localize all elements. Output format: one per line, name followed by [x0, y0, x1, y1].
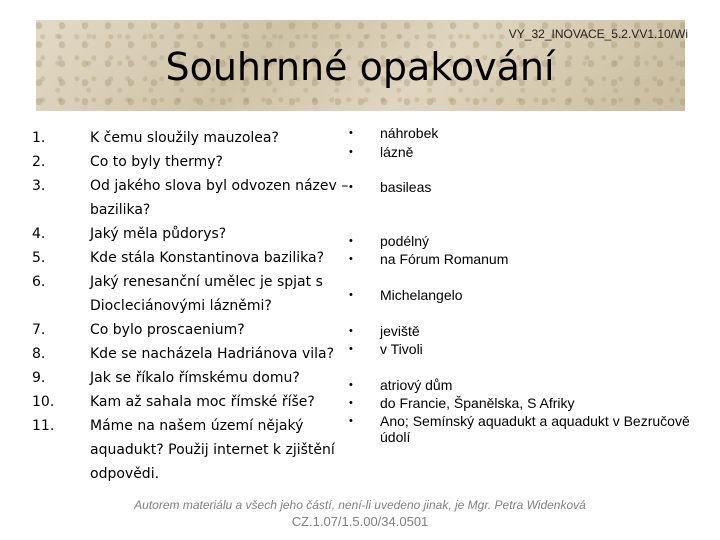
question-text: Kam až sahala moc římské říše? [90, 394, 315, 410]
bullet-icon: • [349, 235, 353, 247]
question-text: K čemu sloužily mauzolea? [90, 130, 279, 146]
list-item [349, 179, 709, 195]
answer-text: náhrobek [380, 125, 439, 141]
question-number: 5. [32, 250, 46, 266]
bullet-icon: • [349, 415, 353, 427]
answer-text: Michelangelo [380, 287, 463, 303]
question-text: Jaký renesanční umělec je spjat s Diocleciánovými lázněmi? [90, 274, 323, 314]
bullet-icon: • [349, 181, 353, 193]
answer-text: do Francie, Španělska, S Afriky [380, 395, 575, 411]
question-number: 3. [32, 178, 46, 194]
list-item [349, 341, 709, 357]
question-text: Kde se nacházela Hadriánova vila? [90, 346, 335, 362]
list-item [349, 377, 709, 393]
page-title: Souhrnné opakování [165, 45, 555, 89]
question-number: 10. [32, 394, 55, 410]
list-item [349, 251, 709, 267]
footer [0, 498, 720, 529]
bullet-icon: • [349, 253, 353, 265]
list-item [349, 144, 709, 160]
list-item [349, 395, 709, 411]
bullet-icon: • [349, 397, 353, 409]
project-number: CZ.1.07/1.5.00/34.0501 [291, 514, 429, 529]
question-number: 7. [32, 322, 46, 338]
bullet-icon: • [349, 325, 353, 337]
answer-text: jeviště [380, 323, 420, 339]
bullet-icon: • [349, 127, 353, 139]
list-item [349, 125, 709, 141]
answer-text: lázně [380, 144, 414, 160]
question-text: Máme na našem území nějaký aquadukt? Použij internet k zjištění odpovědi. [90, 418, 335, 482]
question-number: 1. [32, 130, 46, 146]
answer-text: na Fórum Romanum [380, 251, 509, 267]
question-number: 6. [32, 274, 46, 290]
question-text: Co bylo proscaenium? [90, 322, 245, 338]
question-number: 8. [32, 346, 46, 362]
question-number: 11. [32, 418, 55, 434]
answer-text: v Tivoli [380, 341, 423, 357]
list-item [349, 287, 709, 303]
bullet-icon: • [349, 343, 353, 355]
question-number: 2. [32, 154, 46, 170]
question-text: Co to byly thermy? [90, 154, 223, 170]
answer-text: atriový dům [380, 377, 453, 393]
question-text: Od jakého slova byl odvozen název – bazilika? [90, 178, 349, 218]
question-text: Kde stála Konstantinova bazilika? [90, 250, 325, 266]
bullet-icon: • [349, 146, 353, 158]
question-number: 9. [32, 370, 46, 386]
bullet-icon: • [349, 379, 353, 391]
list-item [349, 323, 709, 339]
question-text: Jak se říkalo římskému domu? [90, 370, 300, 386]
answer-text: basileas [380, 179, 432, 195]
material-code: VY_32_INOVACE_5.2.VV1.10/Wi [508, 27, 688, 41]
question-text: Jaký měla půdorys? [90, 226, 227, 242]
question-number: 4. [32, 226, 46, 242]
list-item [349, 233, 709, 249]
author-credit: Autorem materiálu a všech jeho částí, není-li uvedeno jinak, je Mgr. Petra Widenková [134, 498, 586, 512]
bullet-icon: • [349, 289, 353, 301]
list-item [349, 413, 709, 445]
answer-text: Ano; Semínský aquadukt a aquadukt v Bezručově údolí [380, 413, 690, 445]
answer-text: podélný [380, 233, 430, 249]
